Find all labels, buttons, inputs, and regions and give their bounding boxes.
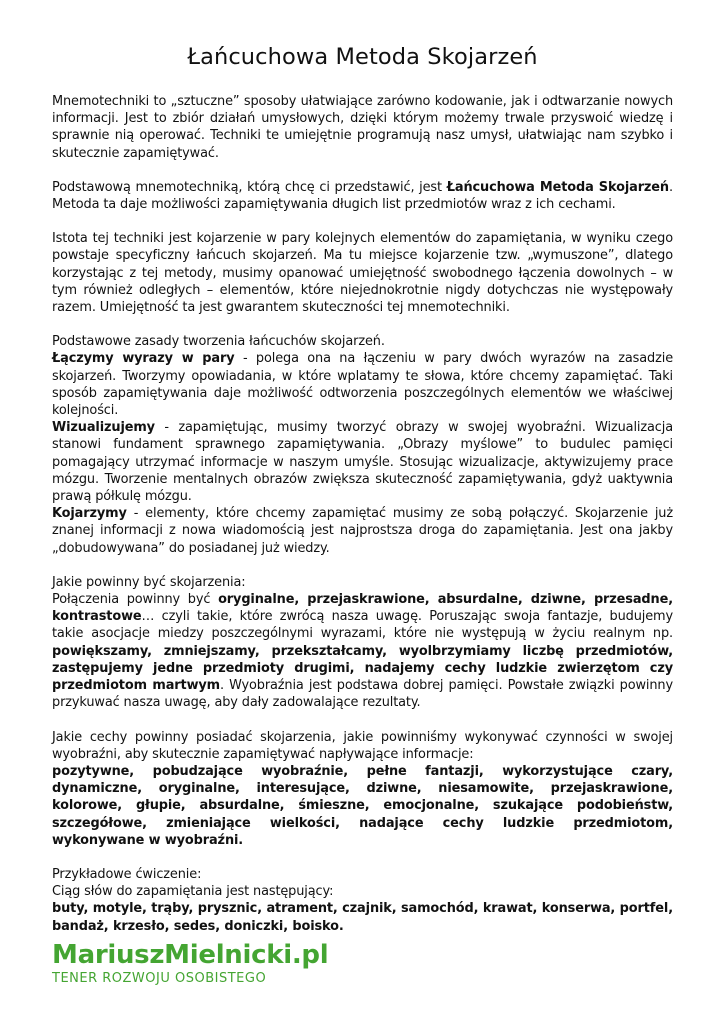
text-span: Podstawową mnemotechniką, którą chcę ci przedstawić, jest: [52, 179, 447, 195]
rule-visualize-heading: Wizualizujemy: [52, 420, 155, 436]
footer-branding: [52, 940, 328, 987]
text-span: Połączenia powinny być: [52, 592, 219, 608]
brand-logo-text[interactable]: MariuszMielnicki.pl: [52, 940, 329, 970]
bold-associations-actions: powiększamy, zmniejszamy, przekształcamy, wyolbrzymiamy liczbę przedmiotów, zastępujemy jedne przedmioty drugimi, nadajemy cechy ludzkie zwierzętom czy przedmiotom martwym: [52, 643, 673, 694]
rule-associate-heading: Kojarzymy: [52, 506, 127, 522]
bold-method-name: Łańcuchowa Metoda Skojarzeń: [446, 179, 669, 195]
document-title: Łańcuchowa Metoda Skojarzeń: [187, 44, 538, 70]
paragraph-basic-technique: [52, 179, 673, 213]
exercise-instruction: Ciąg słów do zapamiętania jest następujący:: [52, 884, 334, 900]
paragraph-intro: Mnemotechniki to „sztuczne” sposoby ułatwiające zarówno kodowanie, jak i odtwarzanie nowych informacji. Jest to zbiór działań umysłowych, dzięki którym możemy trwale przyswoić wiedzę i sprawnie nią operować. Techniki te umiejętnie programują nasz umysł, ułatwiając nam szybko i skutecznie zapamiętywać.: [52, 94, 673, 161]
text-span: … czyli takie, które zwrócą nasza uwagę. Poruszając swoja fantazje, budujemy takie asocjacje miedzy poszczególnymi wyrazami, które nie występują w życiu realnym np.: [52, 609, 673, 642]
paragraph-features: [52, 729, 673, 849]
brand-tagline: TENER ROZWOJU OSOBISTEGO: [52, 971, 267, 986]
rule-visualize-text: - zapamiętując, musimy tworzyć obrazy w swojej wyobraźni. Wizualizacja stanowi fundament sprawnego zapamiętywania. „Obrazy myślowe” to budulec pamięci pomagający utrzymać informacje w naszym umyśle. Stosując wizualizacje, aktywizujemy prace mózgu. Tworzenie mentalnych obrazów zwiększa skuteczność zapamiętywania, gdyż uaktywnia prawą półkulę mózgu.: [52, 420, 673, 505]
paragraph-rules: [52, 333, 673, 557]
rule-pairs-text: - polega ona na łączeniu w pary dwóch wyrazów na zasadzie skojarzeń. Tworzymy opowiadania, w które wplatamy te słowa, które chcemy zapamiętać. Taki sposób zapamiętywania daje możliwość odtworzenia poszczególnych elementów we właściwej kolejności.: [52, 351, 674, 419]
rule-visualize: [52, 419, 673, 505]
associations-question: Jakie powinny być skojarzenia:: [52, 574, 246, 590]
exercise-heading: Przykładowe ćwiczenie:: [52, 866, 202, 882]
rules-intro: Podstawowe zasady tworzenia łańcuchów skojarzeń.: [52, 334, 385, 350]
text-span: . Metoda ta daje możliwości zapamiętywania długich list przedmiotów wraz z ich cechami.: [52, 179, 673, 213]
rule-associate-text: - elementy, które chcemy zapamiętać musimy ze sobą połączyć. Skojarzenie już znanej informacji z nowa wiadomością jest najprostsza droga do zapamiętania. Jest ona jakby „dobudowywana” do posiadanej już wiedzy.: [52, 506, 673, 556]
paragraph-associations: [52, 574, 673, 712]
exercise-word-list: buty, motyle, trąby, prysznic, atrament, czajnik, samochód, krawat, konserwa, portfel, bandaż, krzesło, sedes, doniczki, boisko.: [52, 901, 673, 934]
rule-pairs-heading: Łączymy wyrazy w pary: [52, 351, 235, 367]
paragraph-essence: Istota tej techniki jest kojarzenie w pary kolejnych elementów do zapamiętania, w wyniku czego powstaje specyficzny łańcuch skojarzeń. Ma tu miejsce kojarzenie tzw. „wymuszone”, dlatego korzystając z tej metody, musimy opanować umiejętność swobodnego łączenia dowolnych – w tym również odległych – elementów, które niejednokrotnie nigdy dotychczas nie występowały razem. Umiejętność ta jest gwarantem skuteczności tej mnemotechniki.: [52, 231, 673, 316]
features-question: Jakie cechy powinny posiadać skojarzenia, jakie powinniśmy wykonywać czynności w swojej wyobraźni, aby skutecznie zapamiętywać napływające informacje:: [52, 729, 673, 762]
rule-associate: [52, 505, 673, 557]
rule-pairs: [52, 350, 673, 419]
text-span: . Wyobraźnia jest podstawa dobrej pamięci. Powstałe związki powinny przykuwać nasza uwagę, aby dały zadowalające rezultaty.: [52, 678, 673, 711]
paragraph-exercise: [52, 866, 673, 935]
bold-features-list: pozytywne, pobudzające wyobraźnie, pełne fantazji, wykorzystujące czary, dynamiczne, oryginalne, interesujące, dziwne, niesamowite, przejaskrawione, kolorowe, głupie, absurdalne, śmieszne, emocjonalne, szukające podobieństw, szczegółowe, zmieniające wielkości, nadające cechy ludzkie przedmiotom, wykonywane w wyobraźni.: [52, 763, 673, 848]
associations-body: [52, 591, 673, 711]
bold-associations-qualities: oryginalne, przejaskrawione, absurdalne, dziwne, przesadne, kontrastowe: [52, 592, 673, 625]
